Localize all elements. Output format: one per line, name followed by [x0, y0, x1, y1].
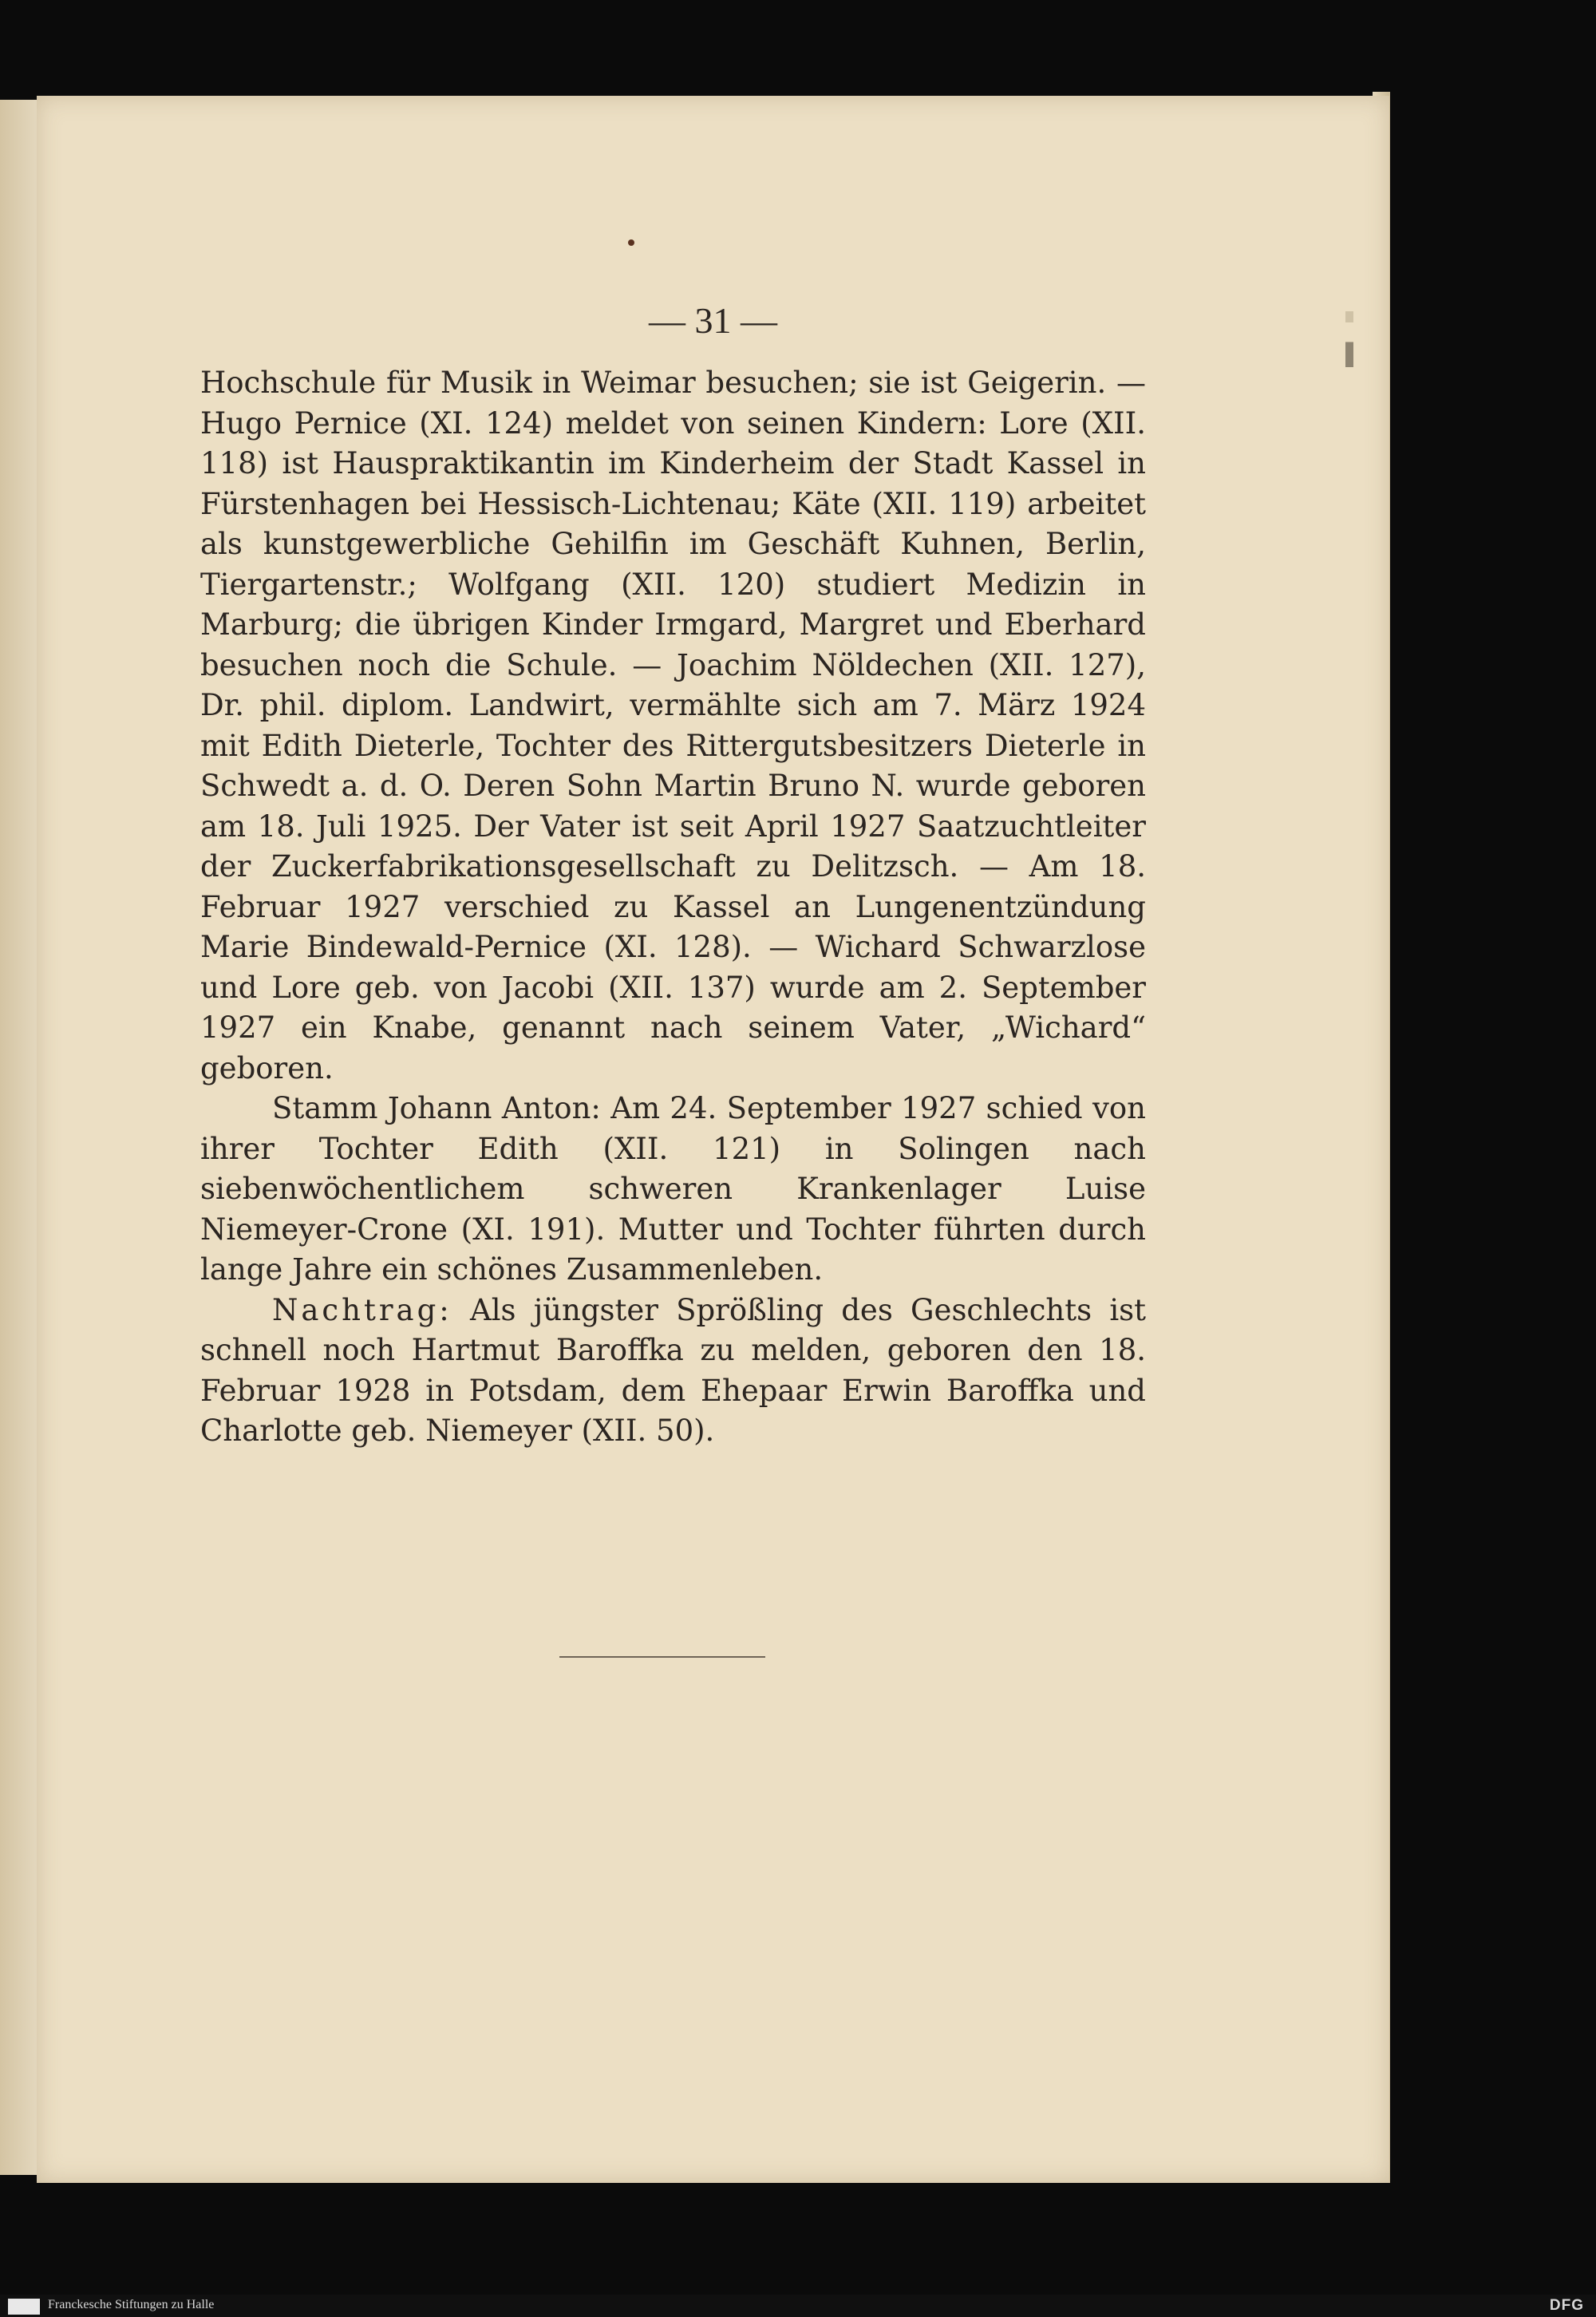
nachtrag-text: Als jüngster Sprößling des Geschlechts ist schnell noch Hartmut Baroffka zu melden, geboren den 18. Februar 1928 in Potsdam, dem Ehepaar Erwin Baroffka und Charlotte geb. Niemeyer (XII. 50).: [200, 1292, 1147, 1448]
institution-logo-icon: [8, 2299, 40, 2315]
dfg-logo: DFG: [1549, 2297, 1584, 2314]
institution-name: Franckesche Stiftungen zu Halle: [48, 2298, 215, 2311]
book-page: [37, 96, 1389, 2183]
nachtrag-label: Nachtrag:: [272, 1292, 452, 1327]
ink-dot: [628, 239, 634, 246]
left-page-edge: [0, 100, 38, 2175]
page-number: — 31 —: [649, 300, 777, 341]
footer-bar: [0, 2295, 1596, 2317]
closing-rule: [559, 1656, 765, 1658]
paragraph-2: Stamm Johann Anton: Am 24. September 1927 schied von ihrer Tochter Edith (XII. 121) in Solingen nach siebenwöchentlichem schweren Krankenlager Luise Niemeyer-Crone (XI. 191). Mutter und Tochter führten durch lange Jahre ein schönes Zusammenleben.: [200, 1091, 1146, 1287]
paragraph-nachtrag: [200, 1291, 1146, 1452]
body-text: [200, 363, 1146, 1452]
paragraph-1: Hochschule für Musik in Weimar besuchen; sie ist Geigerin. — Hugo Pernice (XI. 124) meldet von seinen Kindern: Lore (XII. 118) ist Hauspraktikantin im Kinderheim der Stadt Kassel in Fürstenhagen bei Hessisch-Lichtenau; Käte (XII. 119) arbeitet als kunstgewerbliche Gehilfin im Geschäft Kuhnen, Berlin, Tiergartenstr.; Wolfgang (XII. 120) studiert Medizin in Marburg; die übrigen Kinder Irmgard, Margret und Eberhard besuchen noch die Schule. — Joachim Nöldechen (XII. 127), Dr. phil. diplom. Landwirt, vermählte sich am 7. März 1924 mit Edith Dieterle, Tochter des Rittergutsbesitzers Dieterle in Schwedt a. d. O. Deren Sohn Martin Bruno N. wurde geboren am 18. Juli 1925. Der Vater ist seit April 1927 Saatzuchtleiter der Zuckerfabrikationsgesellschaft zu Delitzsch. — Am 18. Februar 1927 verschied zu Kassel an Lungenentzündung Marie Bindewald-Pernice (XI. 128). — Wichard Schwarzlose und Lore geb. von Jacobi (XII. 137) wurde am 2. September 1927 ein Knabe, genannt nach seinem Vater, „Wichard“ geboren.: [200, 366, 1146, 1085]
